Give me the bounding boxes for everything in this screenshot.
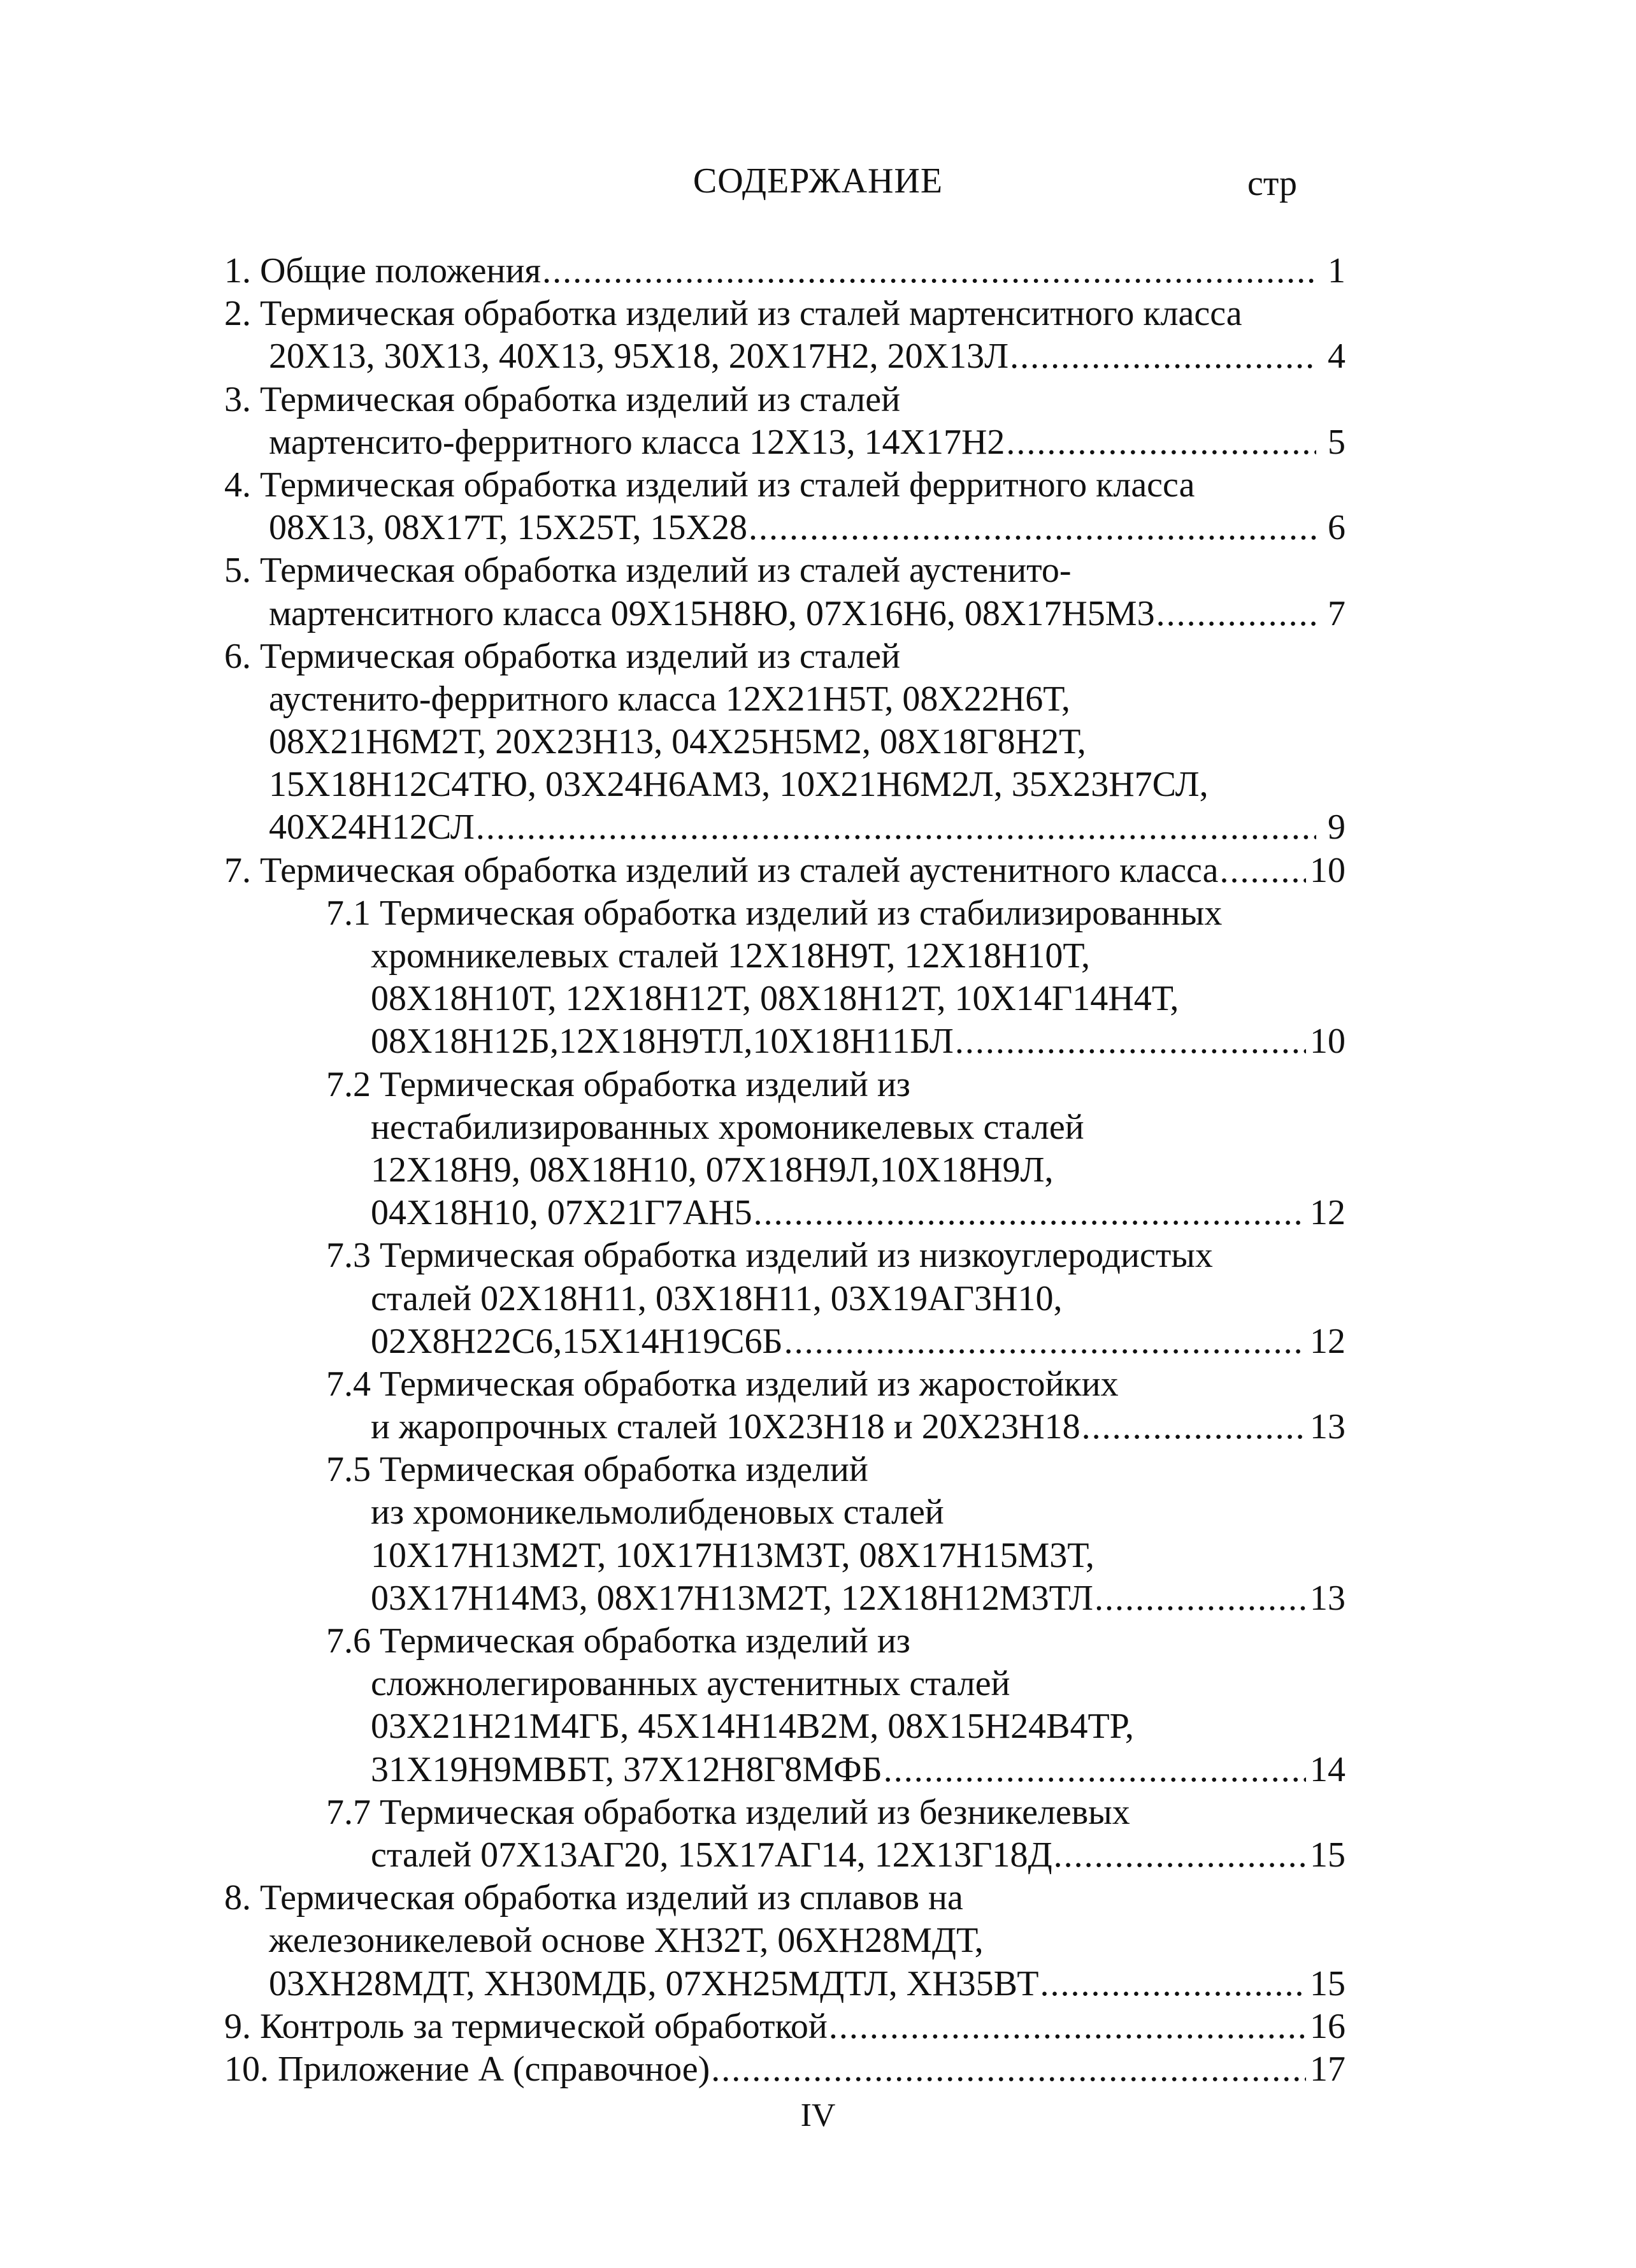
toc-entry-text: 08Х18Н10Т, 12Х18Н12Т, 08Х18Н12Т, 10Х14Г14Н4Т,	[371, 979, 1179, 1019]
toc-entry-page: 10	[1310, 850, 1345, 890]
toc-entry	[224, 806, 1345, 849]
toc-entry-text: 08Х18Н12Б,12Х18Н9ТЛ,10Х18Н11БЛ	[371, 1022, 954, 1062]
toc-entry-text: 08Х13, 08Х17Т, 15Х25Т, 15Х28	[269, 508, 747, 548]
toc-entry-text: 9. Контроль за термической обработкой	[224, 2006, 828, 2046]
toc-entry-text: хромникелевых сталей 12Х18Н9Т, 12Х18Н10Т,	[371, 936, 1090, 976]
toc-entry	[224, 1020, 1345, 1063]
dot-leader	[884, 1749, 1306, 1791]
page-title: СОДЕРЖАНИЕ	[692, 161, 944, 201]
toc-entry-text: сложнолегированных аустенитных сталей	[371, 1664, 1010, 1704]
toc-entry	[224, 1620, 1345, 1663]
toc-entry	[224, 1705, 1345, 1748]
dot-leader	[542, 250, 1316, 293]
toc-entry	[224, 2005, 1345, 2048]
toc-entry-text: 04Х18Н10, 07Х21Г7АН5	[371, 1193, 752, 1233]
toc-entry	[224, 421, 1345, 464]
toc-entry-text: 3. Термическая обработка изделий из сталей	[224, 379, 901, 419]
toc-entry-text: 12Х18Н9, 08Х18Н10, 07Х18Н9Л,10Х18Н9Л,	[371, 1150, 1054, 1190]
toc-entry	[224, 1234, 1345, 1277]
toc-entry	[224, 1535, 1345, 1577]
toc-entry	[224, 1749, 1345, 1791]
toc-entry-text: 10. Приложение А (справочное)	[224, 2049, 710, 2089]
toc-entry-text: 7.1 Термическая обработка изделий из стабилизированных	[326, 893, 1223, 933]
toc-entry	[224, 721, 1345, 763]
toc-entry	[224, 335, 1345, 378]
toc-entry	[224, 1192, 1345, 1234]
toc-entry-text: 15Х18Н12С4ТЮ, 03Х24Н6АМ3, 10Х21Н6М2Л, 35Х23Н7СЛ,	[269, 765, 1209, 805]
toc-entry-page: 14	[1310, 1749, 1345, 1789]
dot-leader	[829, 2005, 1306, 2048]
toc-entry	[224, 379, 1345, 421]
toc-entry	[224, 1834, 1345, 1877]
toc-entry	[224, 1106, 1345, 1149]
toc-entry-text: 7. Термическая обработка изделий из сталей аустенитного класса	[224, 850, 1219, 890]
dot-leader	[1219, 849, 1306, 892]
toc-entry	[224, 935, 1345, 978]
dot-leader	[1094, 1577, 1306, 1620]
toc-entry-text: 7.5 Термическая обработка изделий	[326, 1450, 868, 1490]
toc-entry-text: 8. Термическая обработка изделий из сплавов на	[224, 1878, 963, 1918]
toc-entry-text: 03Х17Н14М3, 08Х17Н13М2Т, 12Х18Н12М3ТЛ	[371, 1578, 1094, 1618]
dot-leader	[754, 1192, 1306, 1234]
toc-entry	[224, 549, 1345, 592]
toc-entry-page: 15	[1310, 1835, 1345, 1875]
toc-entry-text: 02Х8Н22С6,15Х14Н19С6Б	[371, 1321, 783, 1361]
toc-entry	[224, 1791, 1345, 1834]
toc-entry-text: 6. Термическая обработка изделий из сталей	[224, 636, 901, 676]
toc-entry	[224, 1320, 1345, 1363]
toc-entry-text: сталей 02Х18Н11, 03Х18Н11, 03Х19АГ3Н10,	[371, 1278, 1063, 1318]
dot-leader	[749, 507, 1316, 549]
toc-entry	[224, 507, 1345, 549]
toc-entry-text: мартенситного класса 09Х15Н8Ю, 07Х16Н6, 08Х17Н5М3	[269, 593, 1155, 633]
toc-entry-text: 4. Термическая обработка изделий из сталей ферритного класса	[224, 465, 1195, 505]
toc-entry-text: 10Х17Н13М2Т, 10Х17Н13М3Т, 08Х17Н15М3Т,	[371, 1535, 1094, 1575]
toc-entry	[224, 593, 1345, 635]
toc-entry-text: железоникелевой основе ХН32Т, 06ХН28МДТ,	[269, 1921, 984, 1961]
dot-leader	[784, 1320, 1306, 1363]
dot-leader	[1010, 335, 1316, 378]
toc-entry	[224, 1064, 1345, 1106]
toc-entry	[224, 1149, 1345, 1192]
toc-entry	[224, 1877, 1345, 1919]
dot-leader	[476, 806, 1316, 849]
toc-entry-text: 1. Общие положения	[224, 251, 542, 291]
toc-entry-text: 03ХН28МДТ, ХН30МДБ, 07ХН25МДТЛ, ХН35ВТ	[269, 1963, 1039, 2004]
toc-entry-text: 5. Термическая обработка изделий из сталей аустенито-	[224, 551, 1072, 591]
toc-entry-text: и жаропрочных сталей 10Х23Н18 и 20Х23Н18	[371, 1407, 1080, 1447]
toc-entry-page: 5	[1328, 422, 1345, 462]
toc-entry-page: 17	[1310, 2049, 1345, 2089]
toc-entry-page: 1	[1328, 251, 1345, 291]
table-of-contents	[224, 250, 1345, 2091]
toc-entry	[224, 1963, 1345, 2005]
dot-leader	[1082, 1406, 1306, 1448]
dot-leader	[955, 1020, 1306, 1063]
toc-entry	[224, 635, 1345, 678]
toc-entry	[224, 1491, 1345, 1534]
dot-leader	[1156, 593, 1316, 635]
toc-entry	[224, 464, 1345, 507]
toc-entry	[224, 1448, 1345, 1491]
toc-entry	[224, 2048, 1345, 2091]
toc-entry	[224, 849, 1345, 892]
toc-entry-text: аустенито-ферритного класса 12Х21Н5Т, 08Х22Н6Т,	[269, 679, 1070, 719]
toc-entry-text: 7.7 Термическая обработка изделий из безникелевых	[326, 1792, 1130, 1832]
toc-entry-text: 7.4 Термическая обработка изделий из жаростойких	[326, 1364, 1119, 1404]
toc-entry-text: 20Х13, 30Х13, 40Х13, 95Х18, 20Х17Н2, 20Х13Л	[269, 336, 1009, 377]
toc-entry-page: 15	[1310, 1963, 1345, 2004]
toc-entry-page: 12	[1310, 1193, 1345, 1233]
dot-leader	[1040, 1963, 1306, 2005]
toc-entry	[224, 978, 1345, 1020]
toc-entry	[224, 250, 1345, 293]
toc-entry	[224, 892, 1345, 935]
toc-entry	[224, 1406, 1345, 1448]
toc-entry-text: 03Х21Н21М4ГБ, 45Х14Н14В2М, 08Х15Н24В4ТР,	[371, 1707, 1134, 1747]
toc-entry-text: 7.6 Термическая обработка изделий из	[326, 1621, 910, 1661]
toc-entry-text: 31Х19Н9МВБТ, 37Х12Н8Г8МФБ	[371, 1749, 882, 1789]
toc-entry-page: 13	[1310, 1407, 1345, 1447]
toc-entry-text: 08Х21Н6М2Т, 20Х23Н13, 04Х25Н5М2, 08Х18Г8Н2Т,	[269, 722, 1086, 762]
toc-entry	[224, 678, 1345, 721]
toc-entry-text: мартенсито-ферритного класса 12Х13, 14Х17Н2	[269, 422, 1005, 462]
toc-entry-page: 4	[1328, 336, 1345, 377]
toc-entry-page: 10	[1310, 1022, 1345, 1062]
toc-entry-page: 6	[1328, 508, 1345, 548]
toc-entry-text: из хромоникельмолибденовых сталей	[371, 1492, 944, 1533]
toc-entry	[224, 1663, 1345, 1705]
toc-entry	[224, 1577, 1345, 1620]
toc-entry-text: сталей 07Х13АГ20, 15Х17АГ14, 12Х13Г18Д	[371, 1835, 1052, 1875]
dot-leader	[1006, 421, 1316, 464]
page-column-label: стр	[1247, 164, 1298, 203]
page-number: IV	[800, 2097, 836, 2134]
toc-entry	[224, 763, 1345, 806]
dot-leader	[1054, 1834, 1306, 1877]
toc-entry	[224, 293, 1345, 335]
toc-entry-page: 7	[1328, 593, 1345, 633]
toc-entry-page: 12	[1310, 1321, 1345, 1361]
toc-entry	[224, 1278, 1345, 1320]
toc-entry-text: нестабилизированных хромоникелевых сталей	[371, 1107, 1084, 1147]
toc-entry-text: 7.3 Термическая обработка изделий из низкоуглеродистых	[326, 1236, 1213, 1276]
dot-leader	[711, 2048, 1306, 2091]
toc-entry	[224, 1919, 1345, 1962]
toc-entry-text: 40Х24Н12СЛ	[269, 807, 475, 848]
toc-entry-text: 7.2 Термическая обработка изделий из	[326, 1064, 910, 1104]
toc-entry-text: 2. Термическая обработка изделий из сталей мартенситного класса	[224, 294, 1242, 334]
toc-entry	[224, 1363, 1345, 1406]
toc-entry-page: 16	[1310, 2006, 1345, 2046]
toc-entry-page: 13	[1310, 1578, 1345, 1618]
toc-entry-page: 9	[1328, 807, 1345, 848]
